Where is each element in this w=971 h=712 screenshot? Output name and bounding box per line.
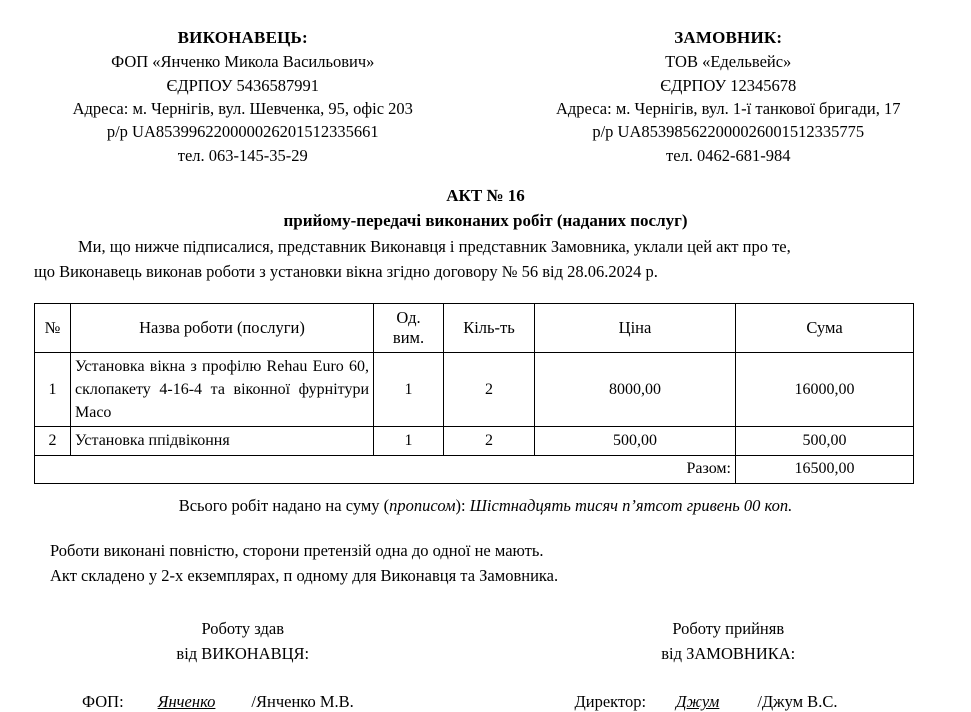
act-number-title: АКТ № 16	[0, 183, 971, 209]
row-0-unit: 1	[374, 352, 444, 427]
table-header-row	[35, 303, 914, 352]
header-price: Ціна	[535, 303, 736, 352]
row-1-qty: 2	[444, 427, 535, 455]
sum-words-propysom: прописом	[389, 496, 455, 515]
title-block	[0, 183, 971, 233]
customer-signature-mark: Джум	[676, 692, 719, 712]
customer-role: ЗАМОВНИК:	[486, 26, 971, 50]
statement-line-1: Роботи виконані повністю, сторони претензій одна до одної не мають.	[50, 538, 971, 564]
total-value: 16500,00	[736, 455, 914, 483]
customer-sign-name: /Джум В.С.	[757, 692, 837, 712]
customer-phone: тел. 0462-681-984	[486, 144, 971, 167]
intro-paragraph	[34, 235, 939, 285]
customer-signature-row	[479, 692, 971, 712]
sum-words-value: Шістнадцять тисяч п’ятсот гривень 00 коп.	[470, 496, 793, 515]
performer-sign-head-line2: від ВИКОНАВЦЯ:	[0, 642, 486, 667]
performer-address: Адреса: м. Чернігів, вул. Шевченка, 95, офіс 203	[0, 97, 486, 120]
customer-name: ТОВ «Едельвейс»	[486, 50, 971, 73]
row-1-unit: 1	[374, 427, 444, 455]
performer-block	[0, 26, 486, 167]
parties-header	[0, 0, 971, 167]
customer-sign-head-line2: від ЗАМОВНИКА:	[486, 642, 971, 667]
header-sum: Сума	[736, 303, 914, 352]
intro-line-2: що Виконавець виконав роботи з установки вікна згідно договору № 56 від 28.06.2024 р.	[34, 260, 939, 285]
customer-block	[486, 26, 971, 167]
performer-sign-role: ФОП:	[82, 692, 124, 712]
row-0-name: Установка вікна з профілю Rehau Euro 60, склопакету 4-16-4 та віконної фурнітури Maco	[71, 352, 374, 427]
header-unit-line1: Од.	[378, 308, 439, 328]
row-1-name: Установка ппідвіконня	[71, 427, 374, 455]
table-total-row	[35, 455, 914, 483]
row-1-sum: 500,00	[736, 427, 914, 455]
sum-words-middle: ):	[456, 496, 470, 515]
header-qty: Кіль-ть	[444, 303, 535, 352]
row-0-qty: 2	[444, 352, 535, 427]
performer-account: р/р UA853996220000026201512335661	[0, 120, 486, 143]
performer-phone: тел. 063-145-35-29	[0, 144, 486, 167]
act-subtitle: прийому-передачі виконаних робіт (наданих послуг)	[0, 209, 971, 234]
performer-sign-name: /Янченко М.В.	[251, 692, 353, 712]
statement-line-2: Акт складено у 2-х екземплярах, п одному для Виконавця та Замовника.	[50, 563, 971, 589]
customer-account: р/р UA853985622000026001512335775	[486, 120, 971, 143]
intro-line-1: Ми, що нижче підписалися, представник Виконавця і представник Замовника, уклали цей акт про те,	[34, 235, 939, 260]
performer-signature-header	[0, 617, 486, 667]
row-0-sum: 16000,00	[736, 352, 914, 427]
header-num: №	[35, 303, 71, 352]
header-unit	[374, 303, 444, 352]
signature-rows	[0, 692, 971, 712]
customer-signature-header	[486, 617, 971, 667]
performer-sign-head-line1: Роботу здав	[0, 617, 486, 642]
header-unit-line2: вим.	[378, 328, 439, 348]
signature-headers	[0, 617, 971, 667]
customer-sign-head-line1: Роботу прийняв	[486, 617, 971, 642]
table-row	[35, 427, 914, 455]
sum-in-words	[0, 496, 971, 516]
customer-sign-role: Директор:	[575, 692, 647, 712]
table-row	[35, 352, 914, 427]
customer-address: Адреса: м. Чернігів, вул. 1-ї танкової бригади, 17	[486, 97, 971, 120]
sum-words-prefix: Всього робіт надано на суму (	[179, 496, 389, 515]
performer-role: ВИКОНАВЕЦЬ:	[0, 26, 486, 50]
row-0-num: 1	[35, 352, 71, 427]
row-1-num: 2	[35, 427, 71, 455]
closing-statements	[50, 538, 971, 589]
row-0-price: 8000,00	[535, 352, 736, 427]
performer-signature-mark: Янченко	[158, 692, 216, 712]
row-1-price: 500,00	[535, 427, 736, 455]
works-table	[34, 303, 914, 484]
total-label: Разом:	[35, 455, 736, 483]
header-name: Назва роботи (послуги)	[71, 303, 374, 352]
performer-signature-row	[0, 692, 479, 712]
customer-edrpou: ЄДРПОУ 12345678	[486, 74, 971, 97]
performer-edrpou: ЄДРПОУ 5436587991	[0, 74, 486, 97]
performer-name: ФОП «Янченко Микола Васильович»	[0, 50, 486, 73]
